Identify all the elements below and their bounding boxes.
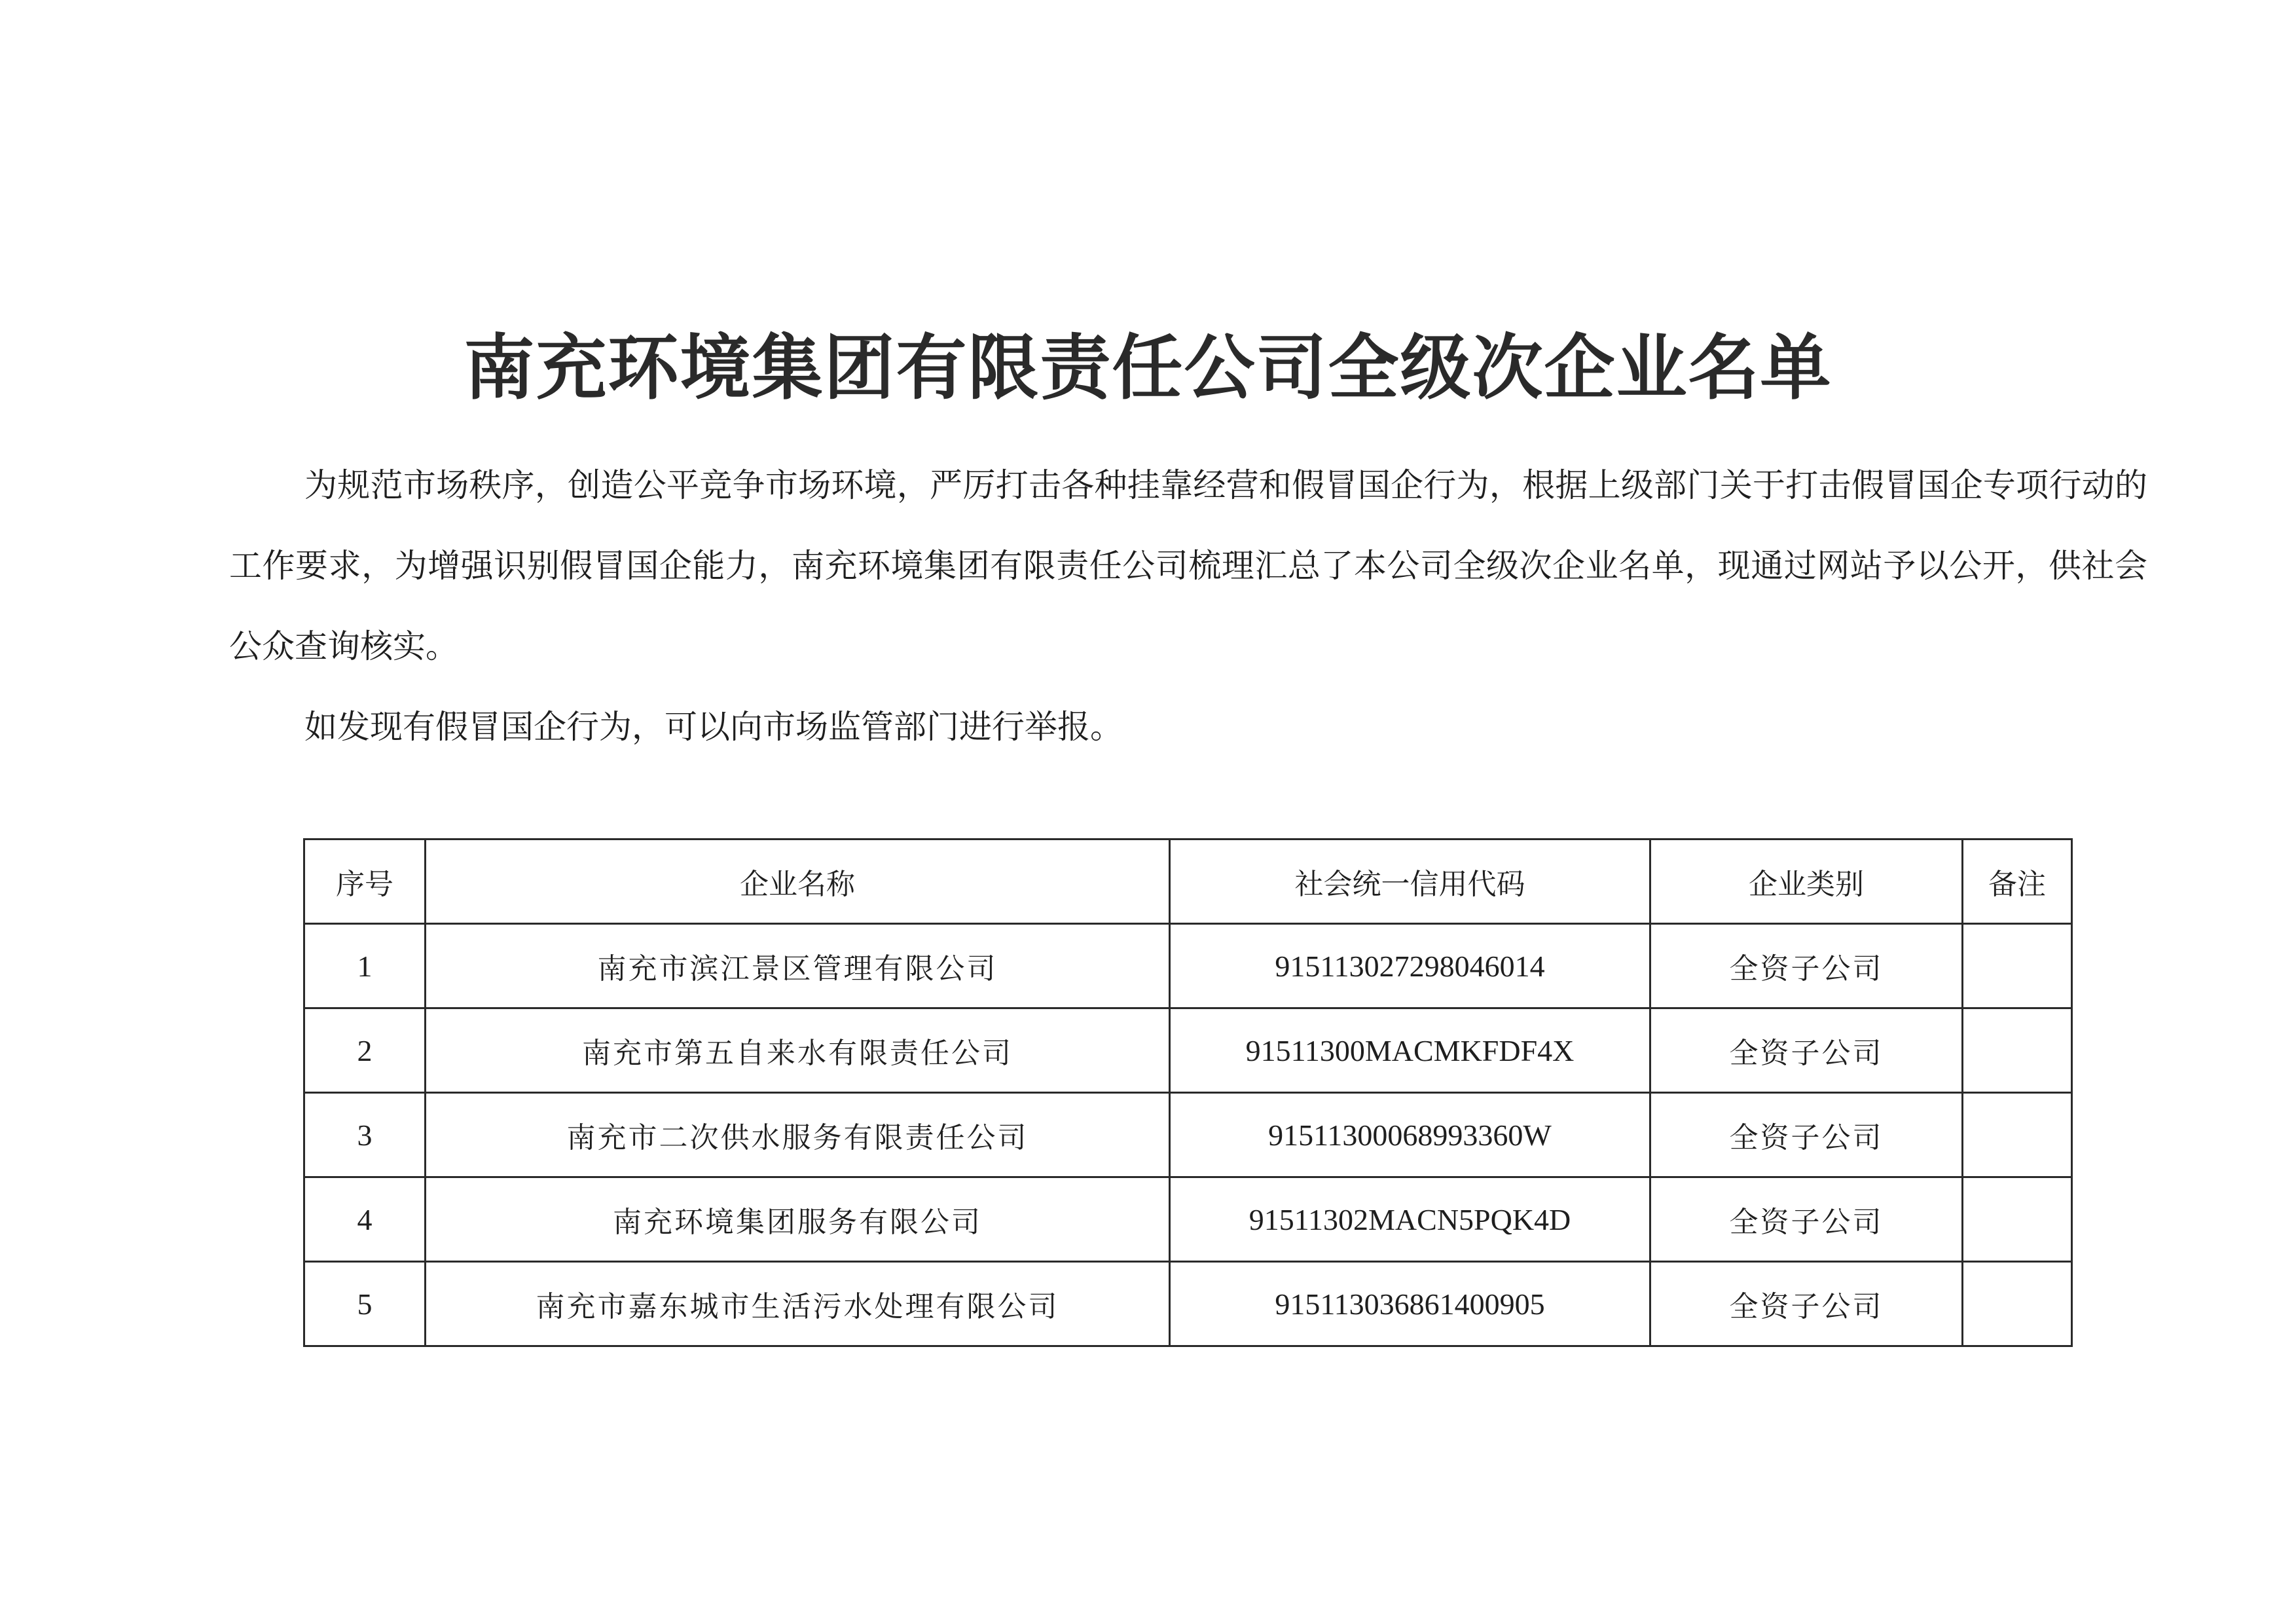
header-code: 社会统一信用代码	[1170, 840, 1650, 924]
report-paragraph: 如发现有假冒国企行为，可以向市场监管部门进行举报。	[304, 708, 1123, 746]
company-name: 南充市二次供水服务有限责任公司	[426, 1093, 1170, 1177]
remark-cell	[1963, 1262, 2072, 1346]
credit-code: 91511302MACN5PQK4D	[1170, 1177, 1650, 1262]
row-number: 2	[304, 1008, 426, 1093]
document-body	[229, 445, 2147, 767]
header-type: 企业类别	[1650, 840, 1963, 924]
row-number: 5	[304, 1262, 426, 1346]
company-type: 全资子公司	[1650, 924, 1963, 1008]
remark-cell	[1963, 1093, 2072, 1177]
row-number: 3	[304, 1093, 426, 1177]
table-row	[304, 924, 2072, 1008]
row-number: 4	[304, 1177, 426, 1262]
company-type: 全资子公司	[1650, 1177, 1963, 1262]
intro-paragraph: 为规范市场秩序，创造公平竞争市场环境，严厉打击各种挂靠经营和假冒国企行为，根据上级部门关于打击假冒国企专项行动的工作要求，为增强识别假冒国企能力，南充环境集团有限责任公司梳理汇总了本公司全级次企业名单，现通过网站予以公开，供社会公众查询核实。	[229, 466, 2147, 665]
row-number: 1	[304, 924, 426, 1008]
remark-cell	[1963, 1008, 2072, 1093]
remark-cell	[1963, 1177, 2072, 1262]
table-row	[304, 1008, 2072, 1093]
company-type: 全资子公司	[1650, 1093, 1963, 1177]
company-name: 南充市滨江景区管理有限公司	[426, 924, 1170, 1008]
table-header-row	[304, 840, 2072, 924]
remark-cell	[1963, 924, 2072, 1008]
header-no: 序号	[304, 840, 426, 924]
table-row	[304, 1093, 2072, 1177]
company-type: 全资子公司	[1650, 1262, 1963, 1346]
table-row	[304, 1177, 2072, 1262]
credit-code: 915113036861400905	[1170, 1262, 1650, 1346]
header-remark: 备注	[1963, 840, 2072, 924]
header-name: 企业名称	[426, 840, 1170, 924]
enterprise-table	[303, 838, 2073, 1347]
company-type: 全资子公司	[1650, 1008, 1963, 1093]
credit-code: 91511300068993360W	[1170, 1093, 1650, 1177]
credit-code: 915113027298046014	[1170, 924, 1650, 1008]
document-title: 南充环境集团有限责任公司全级次企业名单	[464, 327, 1832, 410]
credit-code: 91511300MACMKFDF4X	[1170, 1008, 1650, 1093]
company-name: 南充环境集团服务有限公司	[426, 1177, 1170, 1262]
table-row	[304, 1262, 2072, 1346]
company-name: 南充市第五自来水有限责任公司	[426, 1008, 1170, 1093]
company-name: 南充市嘉东城市生活污水处理有限公司	[426, 1262, 1170, 1346]
